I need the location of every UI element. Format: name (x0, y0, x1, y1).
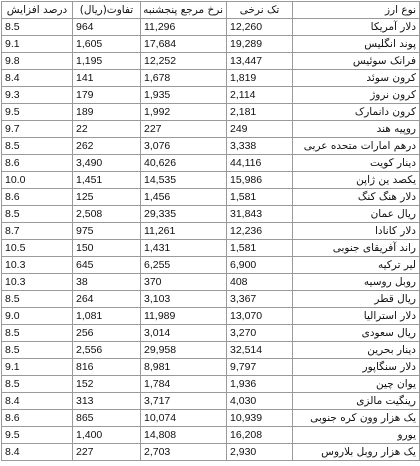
single-rate-cell: 4,030 (227, 393, 293, 410)
increase-percent-cell: 10.5 (2, 240, 73, 257)
single-rate-cell: 1,819 (227, 70, 293, 87)
single-rate-cell: 1,581 (227, 240, 293, 257)
currency-name-cell: فرانک سوئیس (293, 53, 420, 70)
increase-percent-cell: 8.5 (2, 376, 73, 393)
currency-rates-table (1, 1, 420, 461)
increase-percent-cell: 8.4 (2, 444, 73, 461)
difference-cell: 2,508 (73, 206, 141, 223)
single-rate-cell: 32,514 (227, 342, 293, 359)
reference-rate-cell: 14,535 (141, 172, 227, 189)
currency-name-cell: کرون دانمارک (293, 104, 420, 121)
increase-percent-cell: 8.5 (2, 291, 73, 308)
table-row (2, 342, 420, 359)
table-row (2, 53, 420, 70)
increase-percent-cell: 9.1 (2, 36, 73, 53)
table-row (2, 172, 420, 189)
increase-percent-cell: 8.5 (2, 325, 73, 342)
difference-cell: 1,195 (73, 53, 141, 70)
reference-rate-cell: 370 (141, 274, 227, 291)
increase-percent-cell: 8.6 (2, 155, 73, 172)
table-row (2, 393, 420, 410)
difference-cell: 975 (73, 223, 141, 240)
difference-cell: 1,605 (73, 36, 141, 53)
increase-percent-cell: 9.7 (2, 121, 73, 138)
reference-rate-cell: 1,431 (141, 240, 227, 257)
single-rate-cell: 2,930 (227, 444, 293, 461)
table-row (2, 121, 420, 138)
increase-percent-cell: 8.4 (2, 70, 73, 87)
table-row (2, 359, 420, 376)
increase-percent-cell: 9.8 (2, 53, 73, 70)
increase-percent-cell: 8.4 (2, 393, 73, 410)
difference-cell: 1,451 (73, 172, 141, 189)
reference-rate-cell: 3,076 (141, 138, 227, 155)
increase-percent-cell: 10.3 (2, 274, 73, 291)
single-rate-cell: 3,270 (227, 325, 293, 342)
currency-name-cell: درهم امارات متحده عربی (293, 138, 420, 155)
table-row (2, 206, 420, 223)
currency-name-cell: دلار آمریکا (293, 19, 420, 36)
table-row (2, 257, 420, 274)
currency-name-cell: ریال عمان (293, 206, 420, 223)
reference-rate-cell: 3,014 (141, 325, 227, 342)
increase-percent-cell: 10.0 (2, 172, 73, 189)
reference-rate-cell: 227 (141, 121, 227, 138)
currency-name-cell: یورو (293, 427, 420, 444)
increase-percent-cell: 8.6 (2, 189, 73, 206)
difference-cell: 150 (73, 240, 141, 257)
increase-percent-cell: 9.0 (2, 308, 73, 325)
reference-rate-cell: 29,335 (141, 206, 227, 223)
table-row (2, 155, 420, 172)
table-body (2, 19, 420, 461)
currency-name-cell: دینار کویت (293, 155, 420, 172)
increase-percent-cell: 9.3 (2, 87, 73, 104)
currency-name-cell: یکصد ین ژاپن (293, 172, 420, 189)
increase-percent-cell: 8.5 (2, 342, 73, 359)
table-row (2, 189, 420, 206)
difference-cell: 22 (73, 121, 141, 138)
table-row (2, 427, 420, 444)
difference-cell: 1,081 (73, 308, 141, 325)
difference-cell: 256 (73, 325, 141, 342)
reference-rate-cell: 1,456 (141, 189, 227, 206)
table-row (2, 274, 420, 291)
increase-percent-cell: 9.5 (2, 427, 73, 444)
currency-name-cell: کرون نروژ (293, 87, 420, 104)
reference-rate-cell: 11,296 (141, 19, 227, 36)
table-row (2, 138, 420, 155)
single-rate-cell: 3,338 (227, 138, 293, 155)
difference-cell: 1,400 (73, 427, 141, 444)
currency-name-cell: یک هزار وون کره جنوبی (293, 410, 420, 427)
difference-cell: 125 (73, 189, 141, 206)
difference-cell: 313 (73, 393, 141, 410)
increase-percent-cell: 10.3 (2, 257, 73, 274)
difference-cell: 189 (73, 104, 141, 121)
reference-rate-cell: 1,678 (141, 70, 227, 87)
difference-cell: 262 (73, 138, 141, 155)
difference-cell: 865 (73, 410, 141, 427)
header-reference-rate-thursday: نرخ مرجع پنجشنبه (141, 2, 227, 19)
reference-rate-cell: 17,684 (141, 36, 227, 53)
table-row (2, 410, 420, 427)
table-row (2, 104, 420, 121)
reference-rate-cell: 12,252 (141, 53, 227, 70)
reference-rate-cell: 1,992 (141, 104, 227, 121)
currency-name-cell: دلار کانادا (293, 223, 420, 240)
difference-cell: 2,556 (73, 342, 141, 359)
single-rate-cell: 10,939 (227, 410, 293, 427)
single-rate-cell: 13,447 (227, 53, 293, 70)
currency-name-cell: یوان چین (293, 376, 420, 393)
table-header-row (2, 2, 420, 19)
currency-name-cell: دلار استرالیا (293, 308, 420, 325)
increase-percent-cell: 8.5 (2, 19, 73, 36)
reference-rate-cell: 10,074 (141, 410, 227, 427)
difference-cell: 179 (73, 87, 141, 104)
difference-cell: 964 (73, 19, 141, 36)
single-rate-cell: 1,581 (227, 189, 293, 206)
difference-cell: 141 (73, 70, 141, 87)
currency-name-cell: پوند انگلیس (293, 36, 420, 53)
single-rate-cell: 2,181 (227, 104, 293, 121)
header-difference-rial: تفاوت(ریال) (73, 2, 141, 19)
currency-name-cell: دلار سنگاپور (293, 359, 420, 376)
single-rate-cell: 9,797 (227, 359, 293, 376)
reference-rate-cell: 40,626 (141, 155, 227, 172)
reference-rate-cell: 3,717 (141, 393, 227, 410)
table-row (2, 291, 420, 308)
difference-cell: 152 (73, 376, 141, 393)
table-row (2, 223, 420, 240)
single-rate-cell: 12,260 (227, 19, 293, 36)
table-row (2, 70, 420, 87)
currency-name-cell: دینار بحرین (293, 342, 420, 359)
table-row (2, 444, 420, 461)
reference-rate-cell: 3,103 (141, 291, 227, 308)
reference-rate-cell: 8,981 (141, 359, 227, 376)
currency-name-cell: ریال قطر (293, 291, 420, 308)
reference-rate-cell: 11,989 (141, 308, 227, 325)
table-row (2, 36, 420, 53)
currency-name-cell: روبل روسیه (293, 274, 420, 291)
difference-cell: 645 (73, 257, 141, 274)
single-rate-cell: 3,367 (227, 291, 293, 308)
single-rate-cell: 44,116 (227, 155, 293, 172)
single-rate-cell: 249 (227, 121, 293, 138)
increase-percent-cell: 8.5 (2, 138, 73, 155)
currency-name-cell: لیر ترکیه (293, 257, 420, 274)
difference-cell: 3,490 (73, 155, 141, 172)
currency-name-cell: رینگیت مالزی (293, 393, 420, 410)
reference-rate-cell: 1,784 (141, 376, 227, 393)
single-rate-cell: 31,843 (227, 206, 293, 223)
currency-name-cell: راند آفریقای جنوبی (293, 240, 420, 257)
reference-rate-cell: 6,255 (141, 257, 227, 274)
reference-rate-cell: 29,958 (141, 342, 227, 359)
difference-cell: 816 (73, 359, 141, 376)
table-row (2, 325, 420, 342)
currency-rates-document (1, 1, 419, 464)
table-row (2, 87, 420, 104)
single-rate-cell: 15,986 (227, 172, 293, 189)
reference-rate-cell: 11,261 (141, 223, 227, 240)
difference-cell: 264 (73, 291, 141, 308)
currency-name-cell: دلار هنگ کنگ (293, 189, 420, 206)
reference-rate-cell: 1,935 (141, 87, 227, 104)
single-rate-cell: 2,114 (227, 87, 293, 104)
table-row (2, 376, 420, 393)
reference-rate-cell: 2,703 (141, 444, 227, 461)
currency-name-cell: ریال سعودی (293, 325, 420, 342)
header-currency-type: نوع ارز (293, 2, 420, 19)
single-rate-cell: 13,070 (227, 308, 293, 325)
table-row (2, 240, 420, 257)
currency-name-cell: کرون سوئد (293, 70, 420, 87)
table-row (2, 308, 420, 325)
currency-name-cell: روپیه هند (293, 121, 420, 138)
header-single-rate: تک نرخی (227, 2, 293, 19)
increase-percent-cell: 8.7 (2, 223, 73, 240)
single-rate-cell: 16,208 (227, 427, 293, 444)
single-rate-cell: 6,900 (227, 257, 293, 274)
difference-cell: 227 (73, 444, 141, 461)
table-row (2, 19, 420, 36)
difference-cell: 38 (73, 274, 141, 291)
increase-percent-cell: 8.5 (2, 206, 73, 223)
header-increase-percent: درصد افزایش (2, 2, 73, 19)
single-rate-cell: 1,936 (227, 376, 293, 393)
increase-percent-cell: 8.6 (2, 410, 73, 427)
increase-percent-cell: 9.1 (2, 359, 73, 376)
single-rate-cell: 19,289 (227, 36, 293, 53)
currency-name-cell: یک هزار روبل بلاروس (293, 444, 420, 461)
reference-rate-cell: 14,808 (141, 427, 227, 444)
single-rate-cell: 12,236 (227, 223, 293, 240)
increase-percent-cell: 9.5 (2, 104, 73, 121)
single-rate-cell: 408 (227, 274, 293, 291)
